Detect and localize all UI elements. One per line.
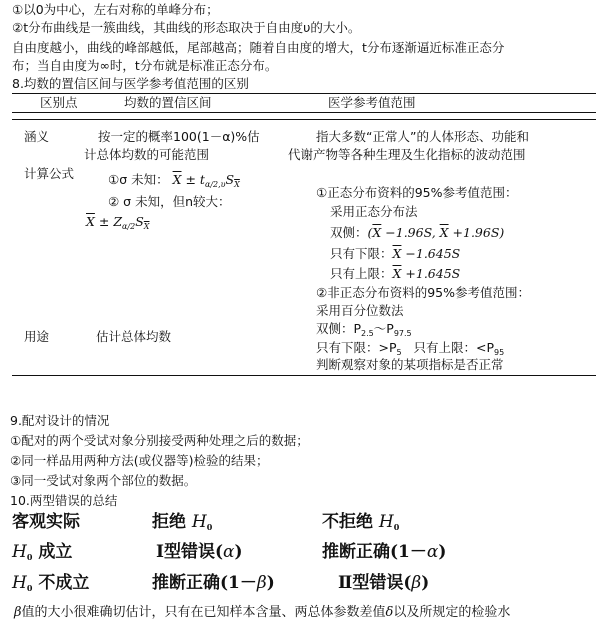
intro-line-1: ①以0为中心，左右对称的单峰分布； [12, 2, 219, 17]
ref-nonnormal-title: ②非正态分布资料的95%参考值范围： [316, 285, 530, 300]
ref-meaning-2: 代谢产物等各种生理及生化指标的波动范围 [288, 147, 526, 162]
header-rule-2 [12, 119, 596, 120]
ref-pct-one: 只有下限：$>P_5$ 只有上限：$<P_{95}$ [316, 340, 505, 357]
ref-meaning-1: 指大多数“正常人”的人体形态、功能和 [316, 129, 529, 144]
row-use-label: 用途 [24, 329, 50, 344]
ref-normal-title: ①正态分布资料的95%参考值范围： [316, 185, 518, 200]
section10-title: 10.两型错误的总结 [10, 493, 118, 508]
error-cell-type1: Ⅰ型错误(α) [156, 542, 243, 562]
section9-line-3: ③同一受试对象两个部位的数据。 [10, 473, 197, 488]
header-diff: 区别点 [40, 95, 78, 110]
ci-meaning-2: 计总体均数的可能范围 [84, 147, 210, 162]
ref-percentile-method: 采用百分位数法 [316, 303, 404, 318]
ref-use: 判断观察对象的某项指标是否正常 [316, 357, 504, 372]
section9-title: 9.配对设计的情况 [10, 413, 110, 428]
ci-formula-2: $\overline{X} \pm Z_{\alpha/2}S_{\overline{X}}$ [86, 214, 150, 231]
row-formula-label: 计算公式 [24, 166, 75, 181]
error-cell-correct-1: 推断正确(1－α) [322, 542, 447, 562]
table-bottom-rule [12, 375, 596, 376]
ci-formula-1: ①σ 未知： $\overline{X} \pm t_{\alpha/2,\upsilon}S_{\overline{X}}$ [108, 172, 240, 189]
error-cell-h0-false: $H_0$ 不成立 [12, 573, 90, 593]
error-cell-header-reality: 客观实际 [12, 512, 80, 532]
section9-line-2: ②同一样品用两种方法(或仪器等)检验的结果； [10, 453, 269, 468]
header-ref: 医学参考值范围 [328, 95, 416, 110]
error-cell-header-reject: 拒绝 $H_0$ [152, 512, 213, 532]
ref-lower-only: 只有下限：$\overline{X} -1.645S$ [330, 246, 461, 261]
error-cell-header-not-reject: 不拒绝 $H_0$ [322, 512, 400, 532]
ref-pct-two: 双侧：$P_{2.5}\sim P_{97.5}$ [316, 321, 412, 338]
ref-normal-method: 采用正态分布法 [330, 204, 418, 219]
ref-upper-only: 只有上限：$\overline{X} +1.645S$ [330, 266, 461, 281]
intro-line-4: 布；当自由度为∞时，t分布就是标准正态分布。 [12, 58, 278, 73]
intro-line-3: 自由度越小，曲线的峰部越低，尾部越高；随着自由度的增大，t分布逐渐逼近标准正态分 [12, 40, 505, 55]
ci-meaning-1: 按一定的概率100(1－α)%估 [98, 129, 260, 144]
table-top-rule [12, 93, 596, 94]
intro-line-2: ②t分布曲线是一簇曲线，其曲线的形态取决于自由度υ的大小。 [12, 20, 361, 35]
row-meaning-label: 涵义 [24, 129, 50, 144]
error-cell-type2: Ⅱ型错误(β) [338, 573, 430, 593]
section10-footer: β值的大小很难确切估计，只有在已知样本含量、两总体参数差值δ以及所规定的检验水 [14, 605, 511, 620]
ref-two-sided: 双侧：($\overline{X} -1.96S$, $\overline{X} +1.96S$) [330, 225, 505, 240]
ci-use: 估计总体均数 [96, 329, 172, 344]
error-cell-correct-2: 推断正确(1－β) [152, 573, 275, 593]
error-cell-h0-true: $H_0$ 成立 [12, 542, 73, 562]
section9-line-1: ①配对的两个受试对象分别接受两种处理之后的数据； [10, 433, 309, 448]
header-ci: 均数的置信区间 [124, 95, 212, 110]
section8-title: 8.均数的置信区间与医学参考值范围的区别 [12, 76, 249, 91]
ci-formula-2-label: ② σ 未知，但n较大： [108, 194, 231, 209]
header-rule [12, 112, 596, 113]
